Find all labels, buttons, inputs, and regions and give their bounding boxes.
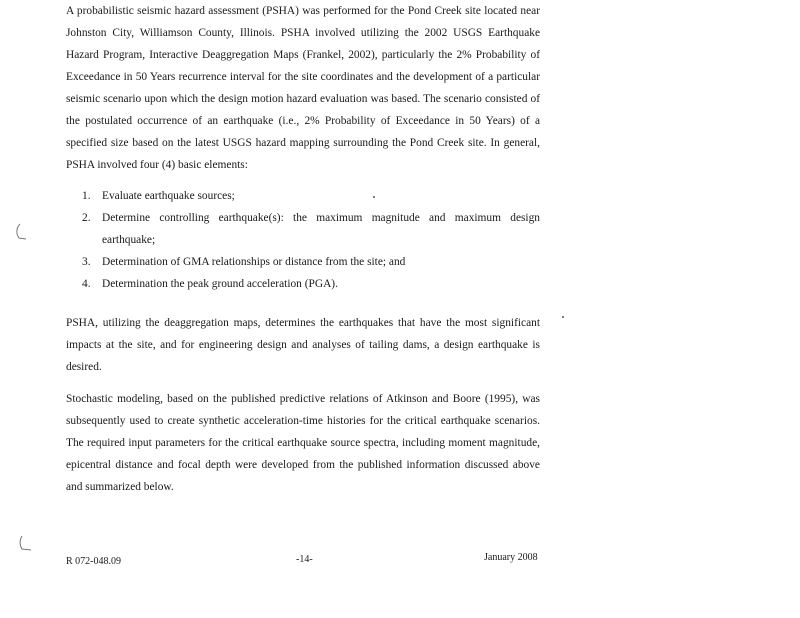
list-item-text: Determine controlling earthquake(s): the maximum magnitude and maximum design earthquake; xyxy=(102,212,540,246)
list-item-number: 3. xyxy=(82,256,91,268)
list-item xyxy=(82,273,540,295)
list-item-text: Determination the peak ground acceleration (PGA). xyxy=(102,278,338,290)
page-number: -14- xyxy=(296,554,313,565)
hole-punch-mark xyxy=(18,534,32,554)
scan-speck xyxy=(373,196,375,198)
list-item-number: 4. xyxy=(82,278,91,290)
list-item-text: Evaluate earthquake sources; xyxy=(102,190,235,202)
list-item-number: 1. xyxy=(82,190,91,202)
list-item xyxy=(82,251,540,273)
footer-date: January 2008 xyxy=(484,552,538,563)
intro-paragraph: A probabilistic seismic hazard assessment (PSHA) was performed for the Pond Creek site located near Johnston City, Williamson County, Illinois. PSHA involved utilizing the 2002 USGS Earthquake Hazard Program, Interactive Deaggregation Maps (Frankel, 2002), particularly the 2% Probability of Exceedance in 50 Years recurrence interval for the site coordinates and the development of a particular seismic scenario upon which the design motion hazard evaluation was based. The scenario consisted of the postulated occurrence of an earthquake (i.e., 2% Probability of Exceedance in 50 Years) of a specified size based on the latest USGS hazard mapping surrounding the Pond Creek site. In general, PSHA involved four (4) basic elements: xyxy=(66,5,540,171)
report-number: R 072-048.09 xyxy=(66,556,121,567)
deaggregation-paragraph: PSHA, utilizing the deaggregation maps, determines the earthquakes that have the most significant impacts at the site, and for engineering design and analyses of tailing dams, a design earthquake is desired. xyxy=(66,317,540,373)
list-item xyxy=(82,207,540,251)
psha-elements-list xyxy=(82,185,540,295)
scan-speck xyxy=(562,316,564,318)
list-item-number: 2. xyxy=(82,212,91,224)
list-item xyxy=(82,185,540,207)
hole-punch-mark xyxy=(14,222,28,242)
stochastic-paragraph: Stochastic modeling, based on the published predictive relations of Atkinson and Boore (1995), was subsequently used to create synthetic acceleration-time histories for the critical earthquake scenarios. The required input parameters for the critical earthquake source spectra, including moment magnitude, epicentral distance and focal depth were developed from the published information discussed above and summarized below. xyxy=(66,393,540,493)
list-item-text: Determination of GMA relationships or distance from the site; and xyxy=(102,256,406,268)
